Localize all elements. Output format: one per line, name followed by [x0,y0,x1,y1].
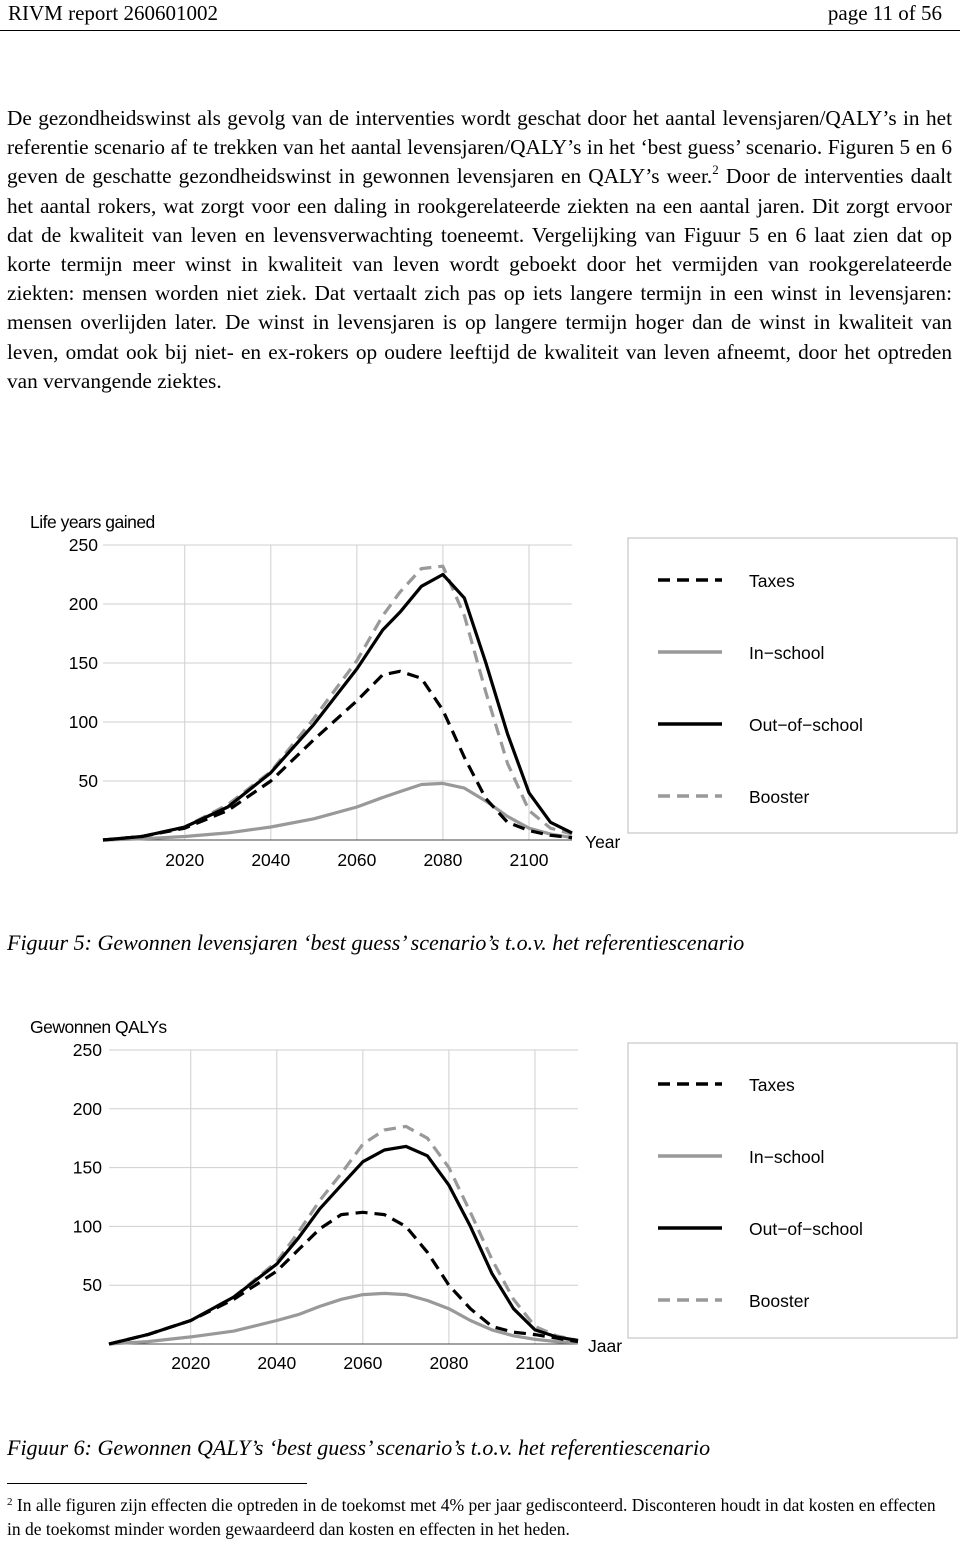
legend [628,538,957,833]
y-axis-label: Life years gained [30,512,155,532]
y-tick-label: 100 [68,712,98,732]
series-line-in-school [103,783,572,840]
y-tick-label: 200 [72,1098,102,1119]
footnote-text: In alle figuren zijn effecten die optreden in de toekomst met 4% per jaar gedisconteerd. Disconteren houdt in dat kosten en effecten in de toekomst minder worden gewaardeerd dan kosten en effecten in het heden. [7,1495,936,1539]
x-axis-label: Year [585,832,621,852]
figure-6-chart [0,1010,960,1380]
report-id: RIVM report 260601002 [8,1,218,25]
page-number: page 11 of 56 [827,1,942,25]
x-tick-label: 2040 [257,1353,297,1373]
body-paragraph [7,104,952,396]
figure-5-caption: Figuur 5: Gewonnen levensjaren ‘best guess’ scenario’s t.o.v. het referentiescenario [7,930,745,955]
footnote-reference[interactable]: 2 [712,162,719,178]
y-tick-label: 200 [68,594,98,614]
series-line-booster [103,566,572,840]
series-line-taxes [103,671,572,840]
y-tick-label: 150 [72,1157,102,1178]
x-tick-label: 2100 [509,850,549,870]
header-rule [0,30,960,31]
x-tick-label: 2040 [251,850,291,870]
legend-label-in-school: In−school [749,1147,825,1167]
figure-5-chart [0,505,960,875]
legend-label-booster: Booster [749,1291,810,1311]
series-line-out-of-school [109,1146,578,1344]
legend-label-in-school: In−school [749,643,825,663]
body-text-part2: Door de interventies daalt het aantal rokers, wat zorgt voor een daling in rookgerelateerde ziekten na een aantal jaren. Dit zorgt ervoor dat de kwaliteit van leven en levensverwachting toeneemt. Vergelijking van Figuur 5 en 6 laat zien dat op korte termijn meer winst in kwaliteit van leven wordt geboekt door het vermijden van rookgerelateerde ziekten: mensen worden niet ziek. Dat vertaalt zich pas op iets langere termijn in een winst in levensjaren: mensen overlijden later. De winst in levensjaren is op langere termijn hoger dan de winst in kwaliteit van leven, omdat ook bij niet- en ex-rokers op oudere leeftijd de kwaliteit van leven afneemt, door het optreden van vervangende ziektes. [7,164,952,393]
figure-6-caption: Figuur 6: Gewonnen QALY’s ‘best guess’ scenario’s t.o.v. het referentiescenario [7,1435,711,1460]
x-tick-label: 2020 [171,1353,211,1373]
y-tick-label: 150 [68,653,98,673]
y-tick-label: 50 [78,771,98,791]
x-tick-label: 2060 [343,1353,383,1373]
footnote-number: 2 [7,1496,13,1508]
x-tick-label: 2060 [337,850,377,870]
series-line-booster [109,1126,578,1344]
legend-label-out-of-school: Out−of−school [749,715,863,735]
x-axis-label: Jaar [588,1336,623,1356]
x-tick-label: 2100 [515,1353,555,1373]
body-text-part1: De gezondheidswinst als gevolg van de interventies wordt geschat door het aantal levensjaren/QALY’s in het referentie scenario af te trekken van het aantal levensjaren/QALY’s in het ‘best guess’ scenario. Figuren 5 en 6 geven de geschatte gezondheidswinst in gewonnen levensjaren en QALY’s weer. [7,106,952,189]
legend-label-taxes: Taxes [749,1075,795,1095]
x-tick-label: 2020 [165,850,205,870]
x-tick-label: 2080 [423,850,463,870]
x-tick-label: 2080 [429,1353,469,1373]
y-axis-label: Gewonnen QALYs [30,1017,167,1037]
legend-label-taxes: Taxes [749,571,795,591]
y-tick-label: 100 [72,1216,102,1237]
page-header [0,0,960,30]
footnote [7,1493,947,1541]
legend-label-out-of-school: Out−of−school [749,1219,863,1239]
y-tick-label: 250 [72,1040,102,1060]
legend-label-booster: Booster [749,787,810,807]
legend [628,1043,957,1338]
footnote-separator [7,1483,307,1484]
y-tick-label: 50 [82,1275,102,1296]
series-line-out-of-school [103,575,572,841]
y-tick-label: 250 [68,535,98,555]
